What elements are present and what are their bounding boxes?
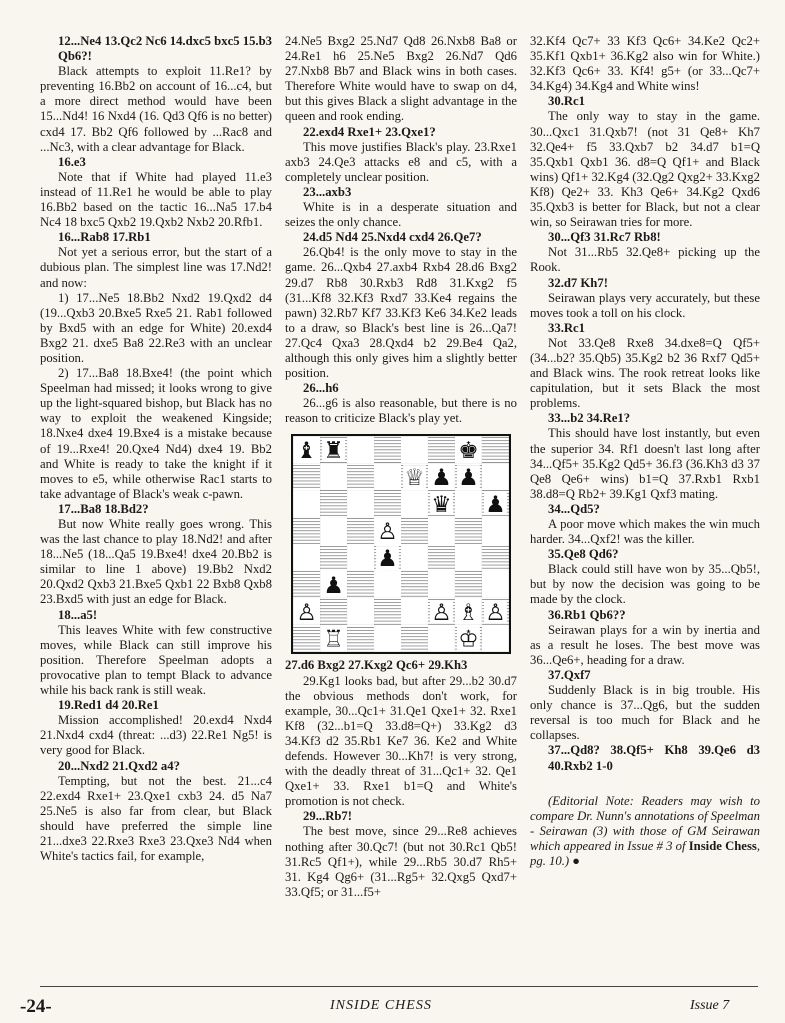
board-square [428,437,455,464]
move-line: 37.Qxf7 [548,667,591,682]
white-pawn-icon: ♙ [485,600,506,627]
annotation-paragraph: Seirawan plays for a win by inertia and as a result he loses. The best move was 36...Qe6+, heading for a draw. [530,622,760,667]
editorial-note: (Editorial Note: Readers may wish to compare Dr. Nunn's annotations of Speelman - Seirawan (3) with those of GM Seirawan which appeared in Issue # 3 of Inside Chess, pg. 10.) ● [530,793,760,868]
annotation-paragraph: 2) 17...Ba8 18.Bxe4! (the point which Speelman had missed; it looks wrong to give up the light-squared bishop, but Black has no way to exploit the weakened Kingside; 18.Nxe4 dxe4 19.Bxe4 is a mistake because of 19...Rxe4! 20.Qxe4 Nd4) dxe4 19. Bb2 and White is ready to take the knight if it moves to e5, while otherwise Rac1 starts to take advantage of Black's weak c-pawn. [40,366,272,501]
page-number: -24- [20,996,52,1017]
annotation-paragraph: But now White really goes wrong. This was the last chance to play 18.Nd2! and after 18...Ne5 (18...Qa5 19.Bxe4! dxe4 20.Bb2 is similar to line 1 above) 19.Bb2 Nxd2 20.Qxd2 Qxb3 21.Bxe5 Qxb1 22 Bxb8 Qxb8 23.Bxd5 with just an edge for Black. [40,517,272,607]
move-line: 16.e3 [58,154,86,169]
board-square [428,517,455,544]
column-2-top-text [285,34,517,426]
board-square [482,463,509,490]
annotation-paragraph: Tempting, but not the best. 21...c4 22.exd4 Rxe1+ 23.Qxe1 cxb3 24. d5 Na7 25.Ne5 is also far from clear, but Black should have preferred the simple line 21...dxe3 22.Rxe3 Rxe3 23.Qxe3 Nd4 when White's tactics fail, for example, [40,773,272,864]
annotation-paragraph: The only way to stay in the game. 30...Qxc1 31.Qxb7! (not 31 Qe8+ Kh7 32.Qe4+ f5 33.Qxb7 b2 34.d7 b1=Q 35.Qxb1 Qxb1 36. d8=Q Qf1+ and Black wins) Qf1+ 32.Kg4 (32.Qg2 Qxg2+ 33.Kxg2 Kf8) Qe2+ 33. Kh3 Qe6+ 34.Kg2 Qxd6 35.Qxb3 is better for Black, but not a clear win, so Seirawan tries for more. [530,109,760,230]
board-square [320,598,347,625]
move-line: 24.d5 Nd4 25.Nxd4 cxd4 26.Qe7? [303,230,482,245]
annotation-paragraph: White is in a desperate situation and seizes the only chance. [285,200,517,230]
board-square [347,463,374,490]
board-square [455,490,482,517]
board-square [293,625,320,652]
board-square [347,437,374,464]
move-line: 26...h6 [303,381,339,396]
annotation-paragraph: Mission accomplished! 20.exd4 Nxd4 21.Nxd4 cxd4 (threat: ...d3) 22.Re1 Ng5! is very good for Black. [40,713,272,758]
board-square [347,625,374,652]
white-bishop-icon: ♗ [458,600,479,627]
annotation-paragraph: Not 33.Qe8 Rxe8 34.dxe8=Q Qf5+ (34...b2? 35.Qb5) 35.Kg2 b2 36 Rxf7 Qd5+ and Black wins. The rook retreat looks like capitulation, but it sets Black the most problems. [530,335,760,411]
move-line: 32.d7 Kh7! [548,275,608,290]
board-square [320,463,347,490]
board-square [293,571,320,598]
annotation-paragraph: 29.Kg1 looks bad, but after 29...b2 30.d7 the obvious methods don't work, for example, 30...Qc1+ 31.Qe1 Qxe1+ 32. Rxe1 Kf8 (32...b1=Q 33.d8=Q+) 33.Kg2 d3 34.Kf3 d2 35.Rb1 Ke7 36. Ke2 and White defends. However 30...Kh7! is very strong, with the deadly threat of 31...Qc1+ 32. Qe1 Qxe1+ 33. Rxe1 b1=Q and White's promotion is not check. [285,673,517,809]
annotation-paragraph: This leaves White with few constructive moves, while Black can still improve his position. Therefore Speelman adopts a provocative plan to tempt Black to advance while his back rank is still weak. [40,622,272,698]
column-2-bottom-text [285,658,517,900]
move-line: 34...Qd5? [548,501,600,516]
board-square [374,625,401,652]
black-pawn-icon: ♟ [431,465,452,492]
annotation-paragraph: Not yet a serious error, but the start of a dubious plan. The simplest line was 17.Nd2! and now: [40,245,272,290]
board-square [320,544,347,571]
white-pawn-icon: ♙ [296,600,317,627]
move-line: 30.Rc1 [548,94,585,109]
column-3 [530,34,760,869]
move-line: 16...Rab8 17.Rb1 [58,230,151,245]
white-queen-icon: ♕ [404,465,425,492]
move-line: 37...Qd8? 38.Qf5+ Kh8 39.Qe6 d3 40.Rxb2 1-0 [548,743,760,773]
annotation-paragraph: 1) 17...Ne5 18.Bb2 Nxd2 19.Qxd2 d4 (19...Qxb3 20.Bxe5 Rxe5 21. Rab1 followed by Bxd5 with an edge for White) 20.exd4 Bxg2 21. dxe5 Ba8 22.Re3 with an unclear position. [40,290,272,365]
annotation-paragraph: 26.Qb4! is the only move to stay in the game. 26...Qxb4 27.axb4 Rxb4 28.d6 Bxg2 29.d7 Rb8 30.Rxb3 Rd8 31.Kxg2 f5 (31...Kf8 32.Kf3 Rxd7 33.Ke4 regains the pawn) 32.Rb7 Kf7 33.Kf3 Ke6 34.Ke2 leads to a draw, so Black's best line is 26...Qa7! 27.Qc4 Qxa3 28.Qxd4 b2 29.Be4 Qa2, although this only gives him a slightly better position. [285,245,517,381]
annotation-paragraph: A poor move which makes the win much harder. 34...Qxf2! was the killer. [530,517,760,547]
annotation-paragraph: This should have lost instantly, but even the superior 34. Rf1 doesn't last long after 34...Qf5+ 35.Kg2 Qd5+ 36.f3 (36.Kh3 d3 37 Qe8 Qe6+ wins) b1=Q 37.Rxb1 Rxb1 38.d8=Q Rb2+ 39.Kg1 Qxf3 mating. [530,426,760,501]
board-square [374,598,401,625]
board-square [455,571,482,598]
board-square [482,544,509,571]
move-line: 23...axb3 [303,184,352,199]
white-rook-icon: ♖ [323,627,344,654]
board-square [455,517,482,544]
annotation-paragraph: Black could still have won by 35...Qb5!, but by now the decision was going to be made by the clock. [530,562,760,607]
move-line: 35.Qe8 Qd6? [548,547,619,562]
annotation-paragraph: 26...g6 is also reasonable, but there is no reason to criticize Black's play yet. [285,396,517,426]
board-square [401,517,428,544]
column-1 [40,34,272,864]
annotation-paragraph: Seirawan plays very accurately, but these moves took a toll on his clock. [530,290,760,320]
board-square [347,544,374,571]
board-square [347,598,374,625]
board-square [401,571,428,598]
board-square [374,437,401,464]
black-pawn-icon: ♟ [485,492,506,519]
board-square [401,598,428,625]
move-line: 20...Nxd2 21.Qxd2 a4? [58,758,180,773]
move-line: 18...a5! [58,607,98,622]
board-square [401,625,428,652]
board-square [293,463,320,490]
black-pawn-icon: ♟ [377,546,398,573]
magazine-title-ref: Inside Chess [688,838,757,853]
move-line: 22.exd4 Rxe1+ 23.Qxe1? [303,124,436,139]
move-line: 27.d6 Bxg2 27.Kxg2 Qc6+ 29.Kh3 [285,658,468,673]
board-square [482,571,509,598]
white-king-icon: ♔ [458,627,479,654]
board-square [347,571,374,598]
board-square [374,571,401,598]
board-square [401,544,428,571]
black-bishop-icon: ♝ [296,438,317,465]
board-square [293,490,320,517]
annotation-paragraph: The best move, since 29...Re8 achieves nothing after 30.Qc7! (but not 30.Rc1 Qb5! 31.Rc5 Qf1+), while 29...Rb5 30.d7 Rh5+ 31. Kg4 Qg6+ (31...Rg5+ 32.Qxg5 Qxd7+ 33.Qf5; or 31...f5+ [285,824,517,899]
annotation-paragraph: Note that if White had played 11.e3 instead of 11.Re1 he would be able to play 16.Bb2 based on the tactic 16...Na5 17.b4 Nc4 18 bxc5 Qxb2 19.Qxb2 Nxb2 20.Rfb1. [40,169,272,230]
move-line: 36.Rb1 Qb6?? [548,607,626,622]
annotation-paragraph: This move justifies Black's play. 23.Rxe1 axb3 24.Qe3 attacks e8 and c5, with a completely unclear position. [285,139,517,184]
footer-rule [40,986,758,987]
column-2 [285,34,517,900]
footer-issue: Issue 7 [690,998,730,1013]
board-square [482,625,509,652]
black-pawn-icon: ♟ [458,465,479,492]
board-square [347,517,374,544]
move-line: 19.Red1 d4 20.Re1 [58,698,159,713]
chess-diagram [285,434,517,654]
board-square [320,490,347,517]
board-square [401,437,428,464]
board-square [428,571,455,598]
annotation-paragraph: 32.Kf4 Qc7+ 33 Kf3 Qc6+ 34.Ke2 Qc2+ 35.Kf1 Qxb1+ 36.Kg2 also win for White.) 32.Kf3 Qc6+ 33. Kf4! g5+ (or 33...Qc7+ 34.Kg4) 34.Kg4 and White wins! [530,34,760,94]
page-footer [0,988,785,1018]
annotation-paragraph: Not 31...Rb5 32.Qe8+ picking up the Rook. [530,245,760,275]
chess-board [286,434,516,654]
black-rook-icon: ♜ [323,438,344,465]
board-square [455,544,482,571]
board-square [428,544,455,571]
annotation-paragraph: 24.Ne5 Bxg2 25.Nd7 Qd8 26.Nxb8 Ba8 or 24.Re1 h6 25.Ne5 Bxg2 26.Nd7 Qd6 27.Nxb8 Bb7 and Black wins in both cases. Therefore White would have to swap on d4, but this gives Black a slight advantage in the queen and rook ending. [285,34,517,124]
board-square [374,490,401,517]
board-square [428,625,455,652]
black-queen-icon: ♛ [431,492,452,519]
board-square [293,544,320,571]
move-line: 33.Rc1 [548,320,585,335]
white-pawn-icon: ♙ [431,600,452,627]
footer-magazine: INSIDE CHESS [330,998,432,1013]
board-square [482,517,509,544]
board-square [347,490,374,517]
move-line: 17...Ba8 18.Bd2? [58,501,149,516]
board-square [320,517,347,544]
move-line: 12...Ne4 13.Qc2 Nc6 14.dxc5 bxc5 15.b3 Qb6?! [58,34,272,64]
move-line: 33...b2 34.Re1? [548,411,631,426]
annotation-paragraph: Suddenly Black is in big trouble. His only chance is 37...Qg6, but the sudden reversal is too much for Black and he collapses. [530,683,760,743]
white-pawn-icon: ♙ [377,519,398,546]
board-square [374,463,401,490]
board-square [293,517,320,544]
black-king-icon: ♚ [458,438,479,465]
board-square [401,490,428,517]
move-line: 30...Qf3 31.Rc7 Rb8! [548,230,661,245]
annotation-paragraph: Black attempts to exploit 11.Re1? by preventing 16.Bb2 on account of 16...c4, but a more direct method would have been 15...Nd4! 16 Nxd4 (16. Qd3 Qf6 is no better) cxd4 17. Bb2 Qf6 followed by ...Rac8 and ...Nc3, with a clear advantage for Black. [40,64,272,154]
move-line: 29...Rb7! [303,809,352,824]
black-pawn-icon: ♟ [323,573,344,600]
board-square [482,437,509,464]
